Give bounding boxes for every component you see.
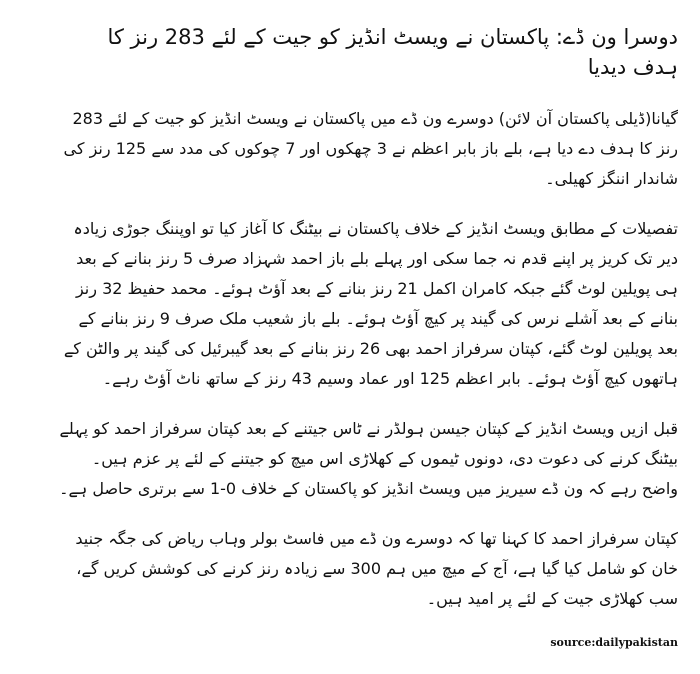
article-paragraph-2: تفصیلات کے مطابق ویسٹ انڈیز کے خلاف پاکستان نے بیٹنگ کا آغاز کیا تو اوپننگ جوڑی زیادہ دیر تک کریز پر اپنے قدم نہ جما سکی اور پہلے بلے باز احمد شہزاد صرف 5 رنز بنانے کے بعد ہی پویلین لوٹ گئے جبکہ کامران اکمل 21 رنز بنانے کے بعد آؤٹ ہوئے۔ محمد حفیظ 32 رنز بنانے کے بعد آشلے نرس کی گیند پر کیچ آؤٹ ہوئے۔ بلے باز شعیب ملک صرف 9 رنز بنانے کے بعد پویلین لوٹ گئے، کپتان سرفراز احمد بھی 26 رنز بنانے کے بعد گیبرئیل کی گیند پر والٹن کے ہاتھوں کیچ آؤٹ ہوئے۔ بابر اعظم 125 اور عماد وسیم 43 رنز کے ساتھ ناٹ آؤٹ رہے۔: [63, 219, 678, 388]
article-paragraph-3: قبل ازیں ویسٹ انڈیز کے کپتان جیسن ہولڈر نے ٹاس جیتنے کے بعد کپتان سرفراز احمد کو پہلے بیٹنگ کرنے کی دعوت دی، دونوں ٹیموں کے کھلاڑی اس میچ کو جیتنے کے لئے پر عزم ہیں۔ واضح رہے کہ ون ڈے سیریز میں ویسٹ انڈیز کو پاکستان کے خلاف 0-1 سے برتری حاصل ہے۔: [59, 419, 678, 498]
article: [56, 22, 678, 634]
article-paragraph-1: گیانا(ڈیلی پاکستان آن لائن) دوسرے ون ڈے میں پاکستان نے ویسٹ انڈیز کو جیت کے لئے 283 رنز کا ہدف دے دیا ہے، بلے باز بابر اعظم نے 3 چھکوں اور 7 چوکوں کی مدد سے 125 رنز کی شاندار اننگز کھیلی۔: [63, 109, 678, 188]
article-headline: دوسرا ون ڈے: پاکستان نے ویسٹ انڈیز کو جیت کے لئے 283 رنز کا ہدف دیدیا: [107, 25, 678, 79]
source-credit: source:dailypakistan: [550, 636, 678, 649]
article-paragraph-4: کپتان سرفراز احمد کا کہنا تھا کہ دوسرے ون ڈے میں فاسٹ بولر وہاب ریاض کی جگہ جنید خان کو شامل کیا گیا ہے، آج کے میچ میں ہم 300 سے زیادہ رنز کرنے کی کوشش کریں گے، سب کھلاڑی جیت کے لئے پر امید ہیں۔: [75, 529, 678, 608]
